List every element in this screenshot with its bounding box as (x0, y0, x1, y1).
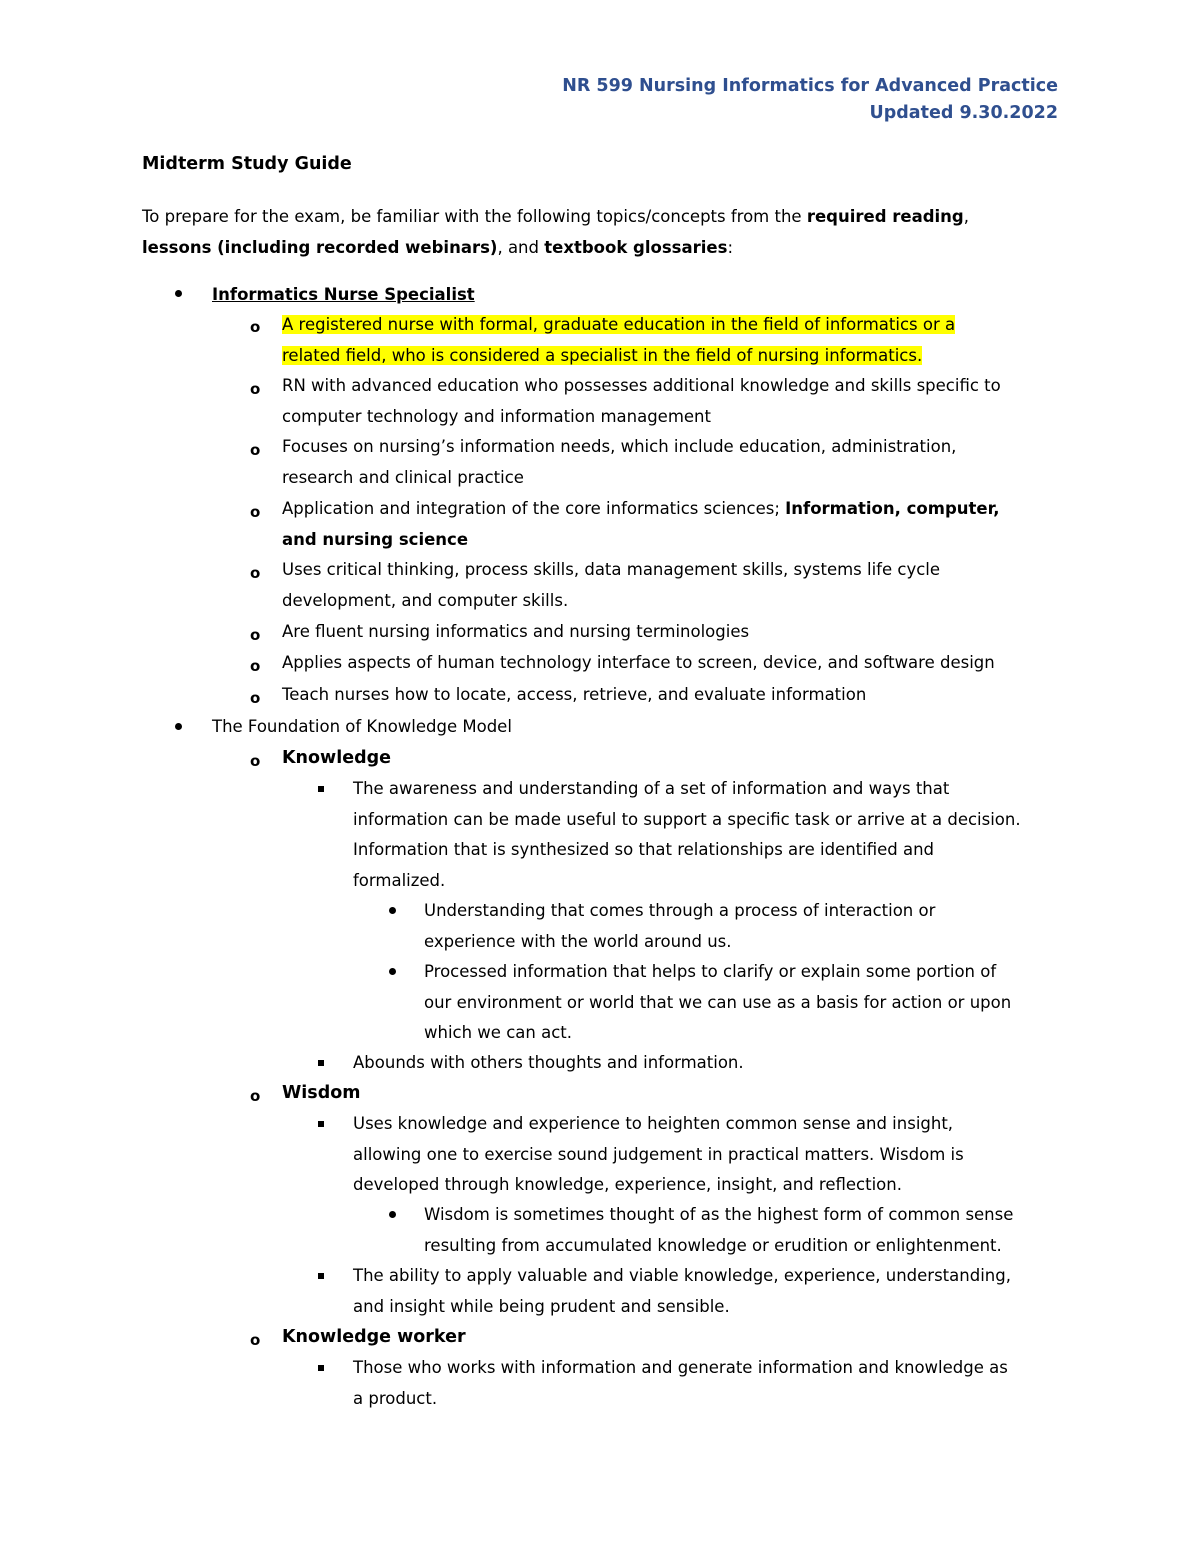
circle-marker: o (250, 318, 261, 336)
list-item: Application and integration of the core informatics sciences; Information, computer, and nursing science (282, 499, 1000, 549)
list-item-fkm (212, 712, 512, 743)
bullet-marker (175, 723, 182, 730)
list-item: Abounds with others thoughts and information. (353, 1053, 744, 1072)
list-item-knowledge-worker (282, 1322, 466, 1353)
list-item: Processed information that helps to clarify or explain some portion of our environment or world that we can use as a basis for action or upon which we can act. (424, 962, 1012, 1042)
updated-date: Updated 9.30.2022 (869, 103, 1058, 123)
subheading-wisdom: Wisdom (282, 1083, 361, 1103)
list-item-wisdom (282, 1078, 361, 1109)
list-item: Teach nurses how to locate, access, retrieve, and evaluate information (282, 685, 867, 704)
square-marker (318, 1121, 324, 1127)
circle-marker: o (250, 752, 261, 770)
square-marker (318, 1060, 324, 1066)
circle-marker: o (250, 1087, 261, 1105)
subheading-knowledge: Knowledge (282, 748, 391, 768)
square-marker (318, 786, 324, 792)
document-header (562, 73, 1058, 127)
list-item-ins (212, 280, 475, 311)
list-item (282, 310, 955, 371)
list-item: Uses critical thinking, process skills, data management skills, systems life cycle development, and computer skills. (282, 560, 941, 610)
list-item: The ability to apply valuable and viable knowledge, experience, understanding, and insight while being prudent and sensible. (353, 1266, 1011, 1316)
circle-marker: o (250, 380, 261, 398)
subheading-knowledge-worker: Knowledge worker (282, 1327, 466, 1347)
highlighted-text: A registered nurse with formal, graduate education in the field of informatics or a (282, 315, 956, 334)
circle-marker: o (250, 503, 261, 521)
list-item: Understanding that comes through a process of interaction or experience with the world around us. (424, 901, 936, 951)
circle-marker: o (250, 689, 261, 707)
section-heading-fkm: The Foundation of Knowledge Model (212, 717, 512, 736)
square-marker (318, 1273, 324, 1279)
circle-marker: o (250, 626, 261, 644)
list-item: Are fluent nursing informatics and nursing terminologies (282, 622, 750, 641)
circle-marker: o (250, 657, 261, 675)
list-item: Wisdom is sometimes thought of as the highest form of common sense resulting from accumulated knowledge or erudition or enlightenment. (424, 1205, 1014, 1255)
section-heading-ins: Informatics Nurse Specialist (212, 285, 475, 304)
list-item: The awareness and understanding of a set of information and ways that information can be made useful to support a specific task or arrive at a decision. Information that is synthesized so that relationships are identified and formalized. (353, 779, 1021, 890)
intro-line-2: lessons (including recorded webinars), and textbook glossaries: (142, 238, 733, 257)
course-title: NR 599 Nursing Informatics for Advanced Practice (562, 76, 1058, 96)
list-item: Uses knowledge and experience to heighten common sense and insight, allowing one to exercise sound judgement in practical matters. Wisdom is developed through knowledge, experience, insight, and reflection. (353, 1114, 964, 1194)
circle-marker: o (250, 441, 261, 459)
highlighted-text: related field, who is considered a specialist in the field of nursing informatics. (282, 345, 923, 365)
list-item: Applies aspects of human technology interface to screen, device, and software design (282, 653, 995, 672)
circle-marker: o (250, 564, 261, 582)
list-item: Those who works with information and generate information and knowledge as a product. (353, 1358, 1008, 1408)
intro-paragraph (142, 201, 1062, 263)
bullet-marker (389, 907, 396, 914)
page-title: Midterm Study Guide (142, 154, 352, 174)
bullet-marker (389, 1211, 396, 1218)
square-marker (318, 1365, 324, 1371)
bullet-marker (175, 290, 182, 297)
bullet-marker (389, 968, 396, 975)
circle-marker: o (250, 1331, 261, 1349)
list-item-knowledge (282, 743, 391, 774)
intro-line-1: To prepare for the exam, be familiar with the following topics/concepts from the required reading, (142, 207, 969, 226)
list-item: RN with advanced education who possesses additional knowledge and skills specific to computer technology and information management (282, 376, 1001, 426)
list-item: Focuses on nursing’s information needs, which include education, administration, research and clinical practice (282, 437, 957, 487)
